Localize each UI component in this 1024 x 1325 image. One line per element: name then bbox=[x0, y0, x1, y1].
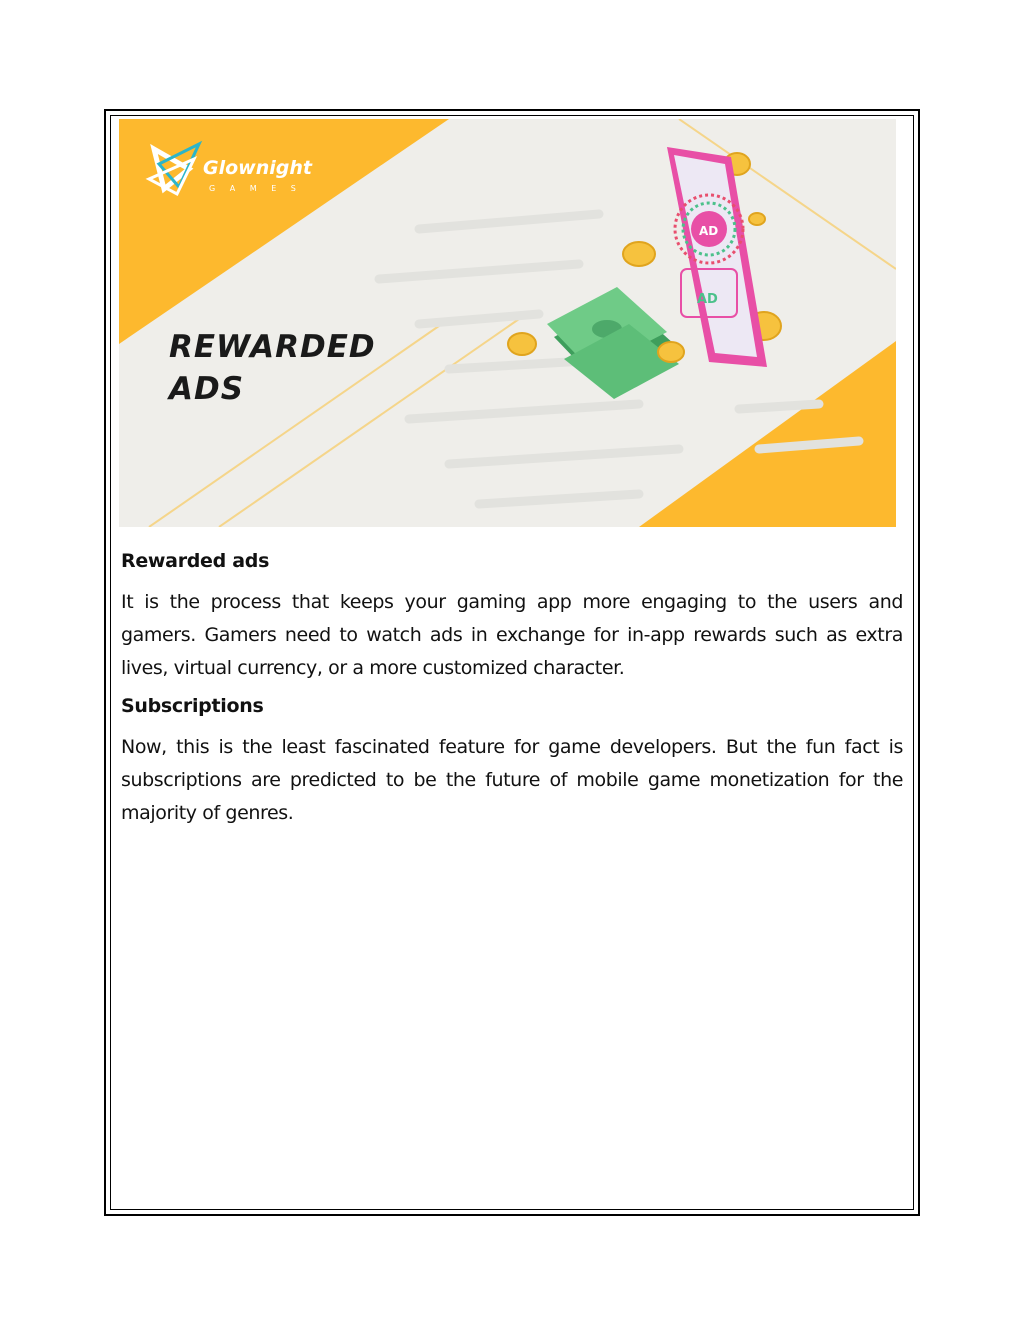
section-body-rewarded-ads: It is the process that keeps your gaming app more engaging to the users and gamers. Gamers need to watch ads in exchange for in-app rewards such as extra lives, virtual currency, or a more customized character. bbox=[121, 591, 903, 679]
brand-sub: G A M E S bbox=[209, 184, 302, 193]
section-heading-subscriptions: Subscriptions bbox=[121, 695, 264, 717]
phone-ad-top-label: AD bbox=[699, 224, 719, 238]
brand-name: Glownight bbox=[203, 157, 312, 179]
section-body-subscriptions: Now, this is the least fascinated feature for game developers. But the fun fact is subscriptions are predicted to be the future of mobile game monetization for the majority of genres. bbox=[121, 736, 903, 824]
banner-title-line2: ADS bbox=[169, 371, 245, 407]
article-content bbox=[121, 540, 903, 836]
rewarded-ads-banner bbox=[119, 119, 896, 527]
banner-title-line1: REWARDED bbox=[169, 329, 376, 365]
phone-ad-bottom-label: AD bbox=[697, 292, 718, 307]
section-heading-rewarded-ads: Rewarded ads bbox=[121, 550, 270, 572]
